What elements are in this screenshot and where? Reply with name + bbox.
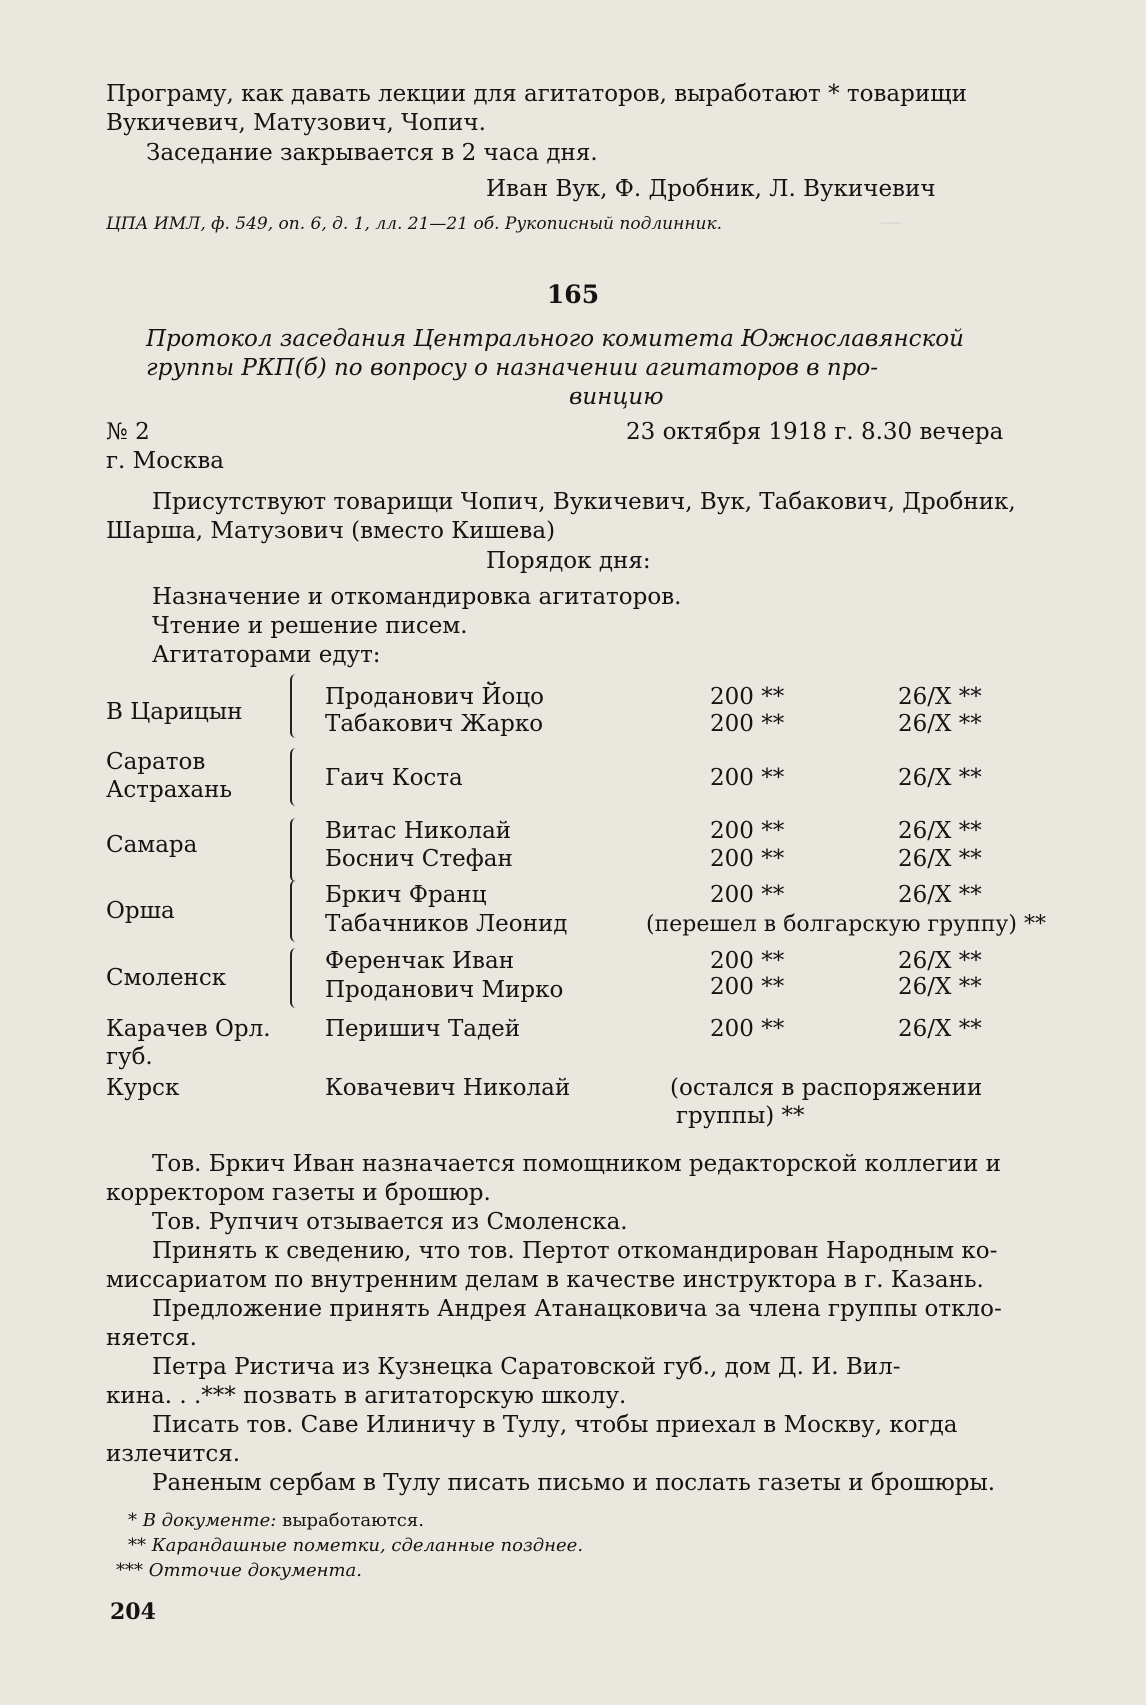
remained-note-line-2: группы) ** (676, 1103, 805, 1129)
decision-3-line-1: Принять к сведению, что тов. Пертот откомандирован Народным ко- (152, 1238, 998, 1264)
agitator-date: 26/X ** (898, 882, 982, 908)
agitator-date: 26/X ** (898, 684, 982, 710)
decision-1-line-1: Тов. Бркич Иван назначается помощником редакторской коллегии и (152, 1151, 1001, 1177)
city-karachev: Карачев Орл. (106, 1016, 271, 1042)
decision-6-line-2: излечится. (106, 1441, 241, 1467)
decision-6-line-1: Писать тов. Саве Илиничу в Тулу, чтобы приехал в Москву, когда (152, 1412, 958, 1438)
document-title-line-2: группы РКП(б) по вопросу о назначении агитаторов в про- (146, 355, 878, 381)
document-title-line-3: винцию (569, 384, 664, 410)
brace-samara (290, 818, 302, 882)
agitator-name: Бркич Франц (325, 882, 487, 908)
remained-note-line-1: (остался в распоряжении (670, 1075, 983, 1101)
intro-line-1: Програму, как давать лекции для агитаторов, выработают * товарищи (106, 81, 967, 107)
bleed-through-text: — (880, 210, 902, 235)
decision-4-line-2: няется. (106, 1325, 197, 1351)
agitator-name: Боснич Стефан (325, 846, 513, 872)
footnote-1 (128, 1510, 424, 1532)
agitator-amount: 200 ** (710, 765, 785, 791)
brace-saratov (290, 748, 302, 806)
agenda-title: Порядок дня: (486, 548, 651, 574)
agitator-name: Ференчак Иван (325, 948, 515, 974)
decision-1-line-2: корректором газеты и брошюр. (106, 1180, 491, 1206)
brace-caritsyn (290, 674, 302, 738)
agitator-date: 26/X ** (898, 711, 982, 737)
protocol-date: 23 октября 1918 г. 8.30 вечера (626, 419, 1004, 445)
agitator-name: Проданович Йоцо (325, 684, 545, 710)
agitator-name: Ковачевич Николай (325, 1075, 571, 1101)
archive-source: ЦПА ИМЛ, ф. 549, оп. 6, д. 1, лл. 21—21 об. Рукописный подлинник. (106, 214, 723, 234)
agitator-name: Табачников Леонид (325, 911, 568, 937)
footnote-1-text: выработаются. (276, 1510, 424, 1531)
agitator-name: Гаич Коста (325, 765, 463, 791)
agitator-date: 26/X ** (898, 818, 982, 844)
decision-2: Тов. Рупчич отзывается из Смоленска. (152, 1209, 628, 1235)
agitator-amount: 200 ** (710, 882, 785, 908)
intro-line-2: Вукичевич, Матузович, Чопич. (106, 110, 486, 136)
decision-3-line-2: миссариатом по внутренним делам в качестве инструктора в г. Казань. (106, 1267, 984, 1293)
agitator-date: 26/X ** (898, 846, 982, 872)
signatures: Иван Вук, Ф. Дробник, Л. Вукичевич (486, 176, 936, 202)
footnote-1-mark: * (128, 1510, 143, 1531)
agitator-amount: 200 ** (710, 684, 785, 710)
agitator-name: Перишич Тадей (325, 1016, 521, 1042)
decision-7: Раненым сербам в Тулу писать письмо и послать газеты и брошюры. (152, 1470, 996, 1496)
agitator-name: Витас Николай (325, 818, 512, 844)
agitator-amount: 200 ** (710, 1016, 785, 1042)
footnote-1-italic: В документе: (142, 1510, 277, 1531)
decision-5-line-1: Петра Ристича из Кузнецка Саратовской губ., дом Д. И. Вил- (152, 1354, 901, 1380)
agitator-date: 26/X ** (898, 974, 982, 1000)
agitator-amount: 200 ** (710, 974, 785, 1000)
agenda-item-1: Назначение и откомандировка агитаторов. (152, 584, 682, 610)
attendance-line-1: Присутствуют товарищи Чопич, Вукичевич, Вук, Табакович, Дробник, (152, 489, 1016, 515)
document-number: 165 (546, 280, 600, 309)
agitator-date: 26/X ** (898, 1016, 982, 1042)
city-astrakhan: Астрахань (106, 777, 232, 803)
brace-smolensk (290, 948, 302, 1008)
agitator-date: 26/X ** (898, 765, 982, 791)
city-smolensk: Смоленск (106, 965, 227, 991)
page-number: 204 (110, 1599, 156, 1625)
city-saratov: Саратов (106, 749, 206, 775)
agitator-name: Табакович Жарко (325, 711, 544, 737)
footnote-3: *** Отточие документа. (116, 1560, 363, 1581)
footnote-2: ** Карандашные пометки, сделанные позднее. (128, 1535, 584, 1556)
document-title-line-1: Протокол заседания Центрального комитета Южнославянской (146, 326, 964, 352)
protocol-place: г. Москва (106, 448, 224, 474)
agitator-name: Проданович Мирко (325, 977, 564, 1003)
agitator-amount: 200 ** (710, 948, 785, 974)
city-caritsyn: В Царицын (106, 699, 243, 725)
brace-orsha (290, 880, 302, 942)
city-samara: Самара (106, 832, 198, 858)
protocol-number: № 2 (106, 419, 150, 445)
city-karachev-province: губ. (106, 1044, 153, 1070)
agitator-date: 26/X ** (898, 948, 982, 974)
transfer-note: (перешел в болгарскую группу) ** (646, 912, 1046, 937)
city-kursk: Курск (106, 1075, 180, 1101)
decision-4-line-1: Предложение принять Андрея Атанацковича за члена группы откло- (152, 1296, 1002, 1322)
agenda-item-2: Чтение и решение писем. (152, 613, 468, 639)
city-orsha: Орша (106, 898, 175, 924)
agitator-amount: 200 ** (710, 711, 785, 737)
decision-5-line-2: кина. . .*** позвать в агитаторскую школу. (106, 1383, 627, 1409)
agitators-heading: Агитаторами едут: (152, 642, 381, 668)
agitator-amount: 200 ** (710, 818, 785, 844)
agitator-amount: 200 ** (710, 846, 785, 872)
attendance-line-2: Шарша, Матузович (вместо Кишева) (106, 518, 556, 544)
closing-line: Заседание закрывается в 2 часа дня. (146, 140, 598, 166)
